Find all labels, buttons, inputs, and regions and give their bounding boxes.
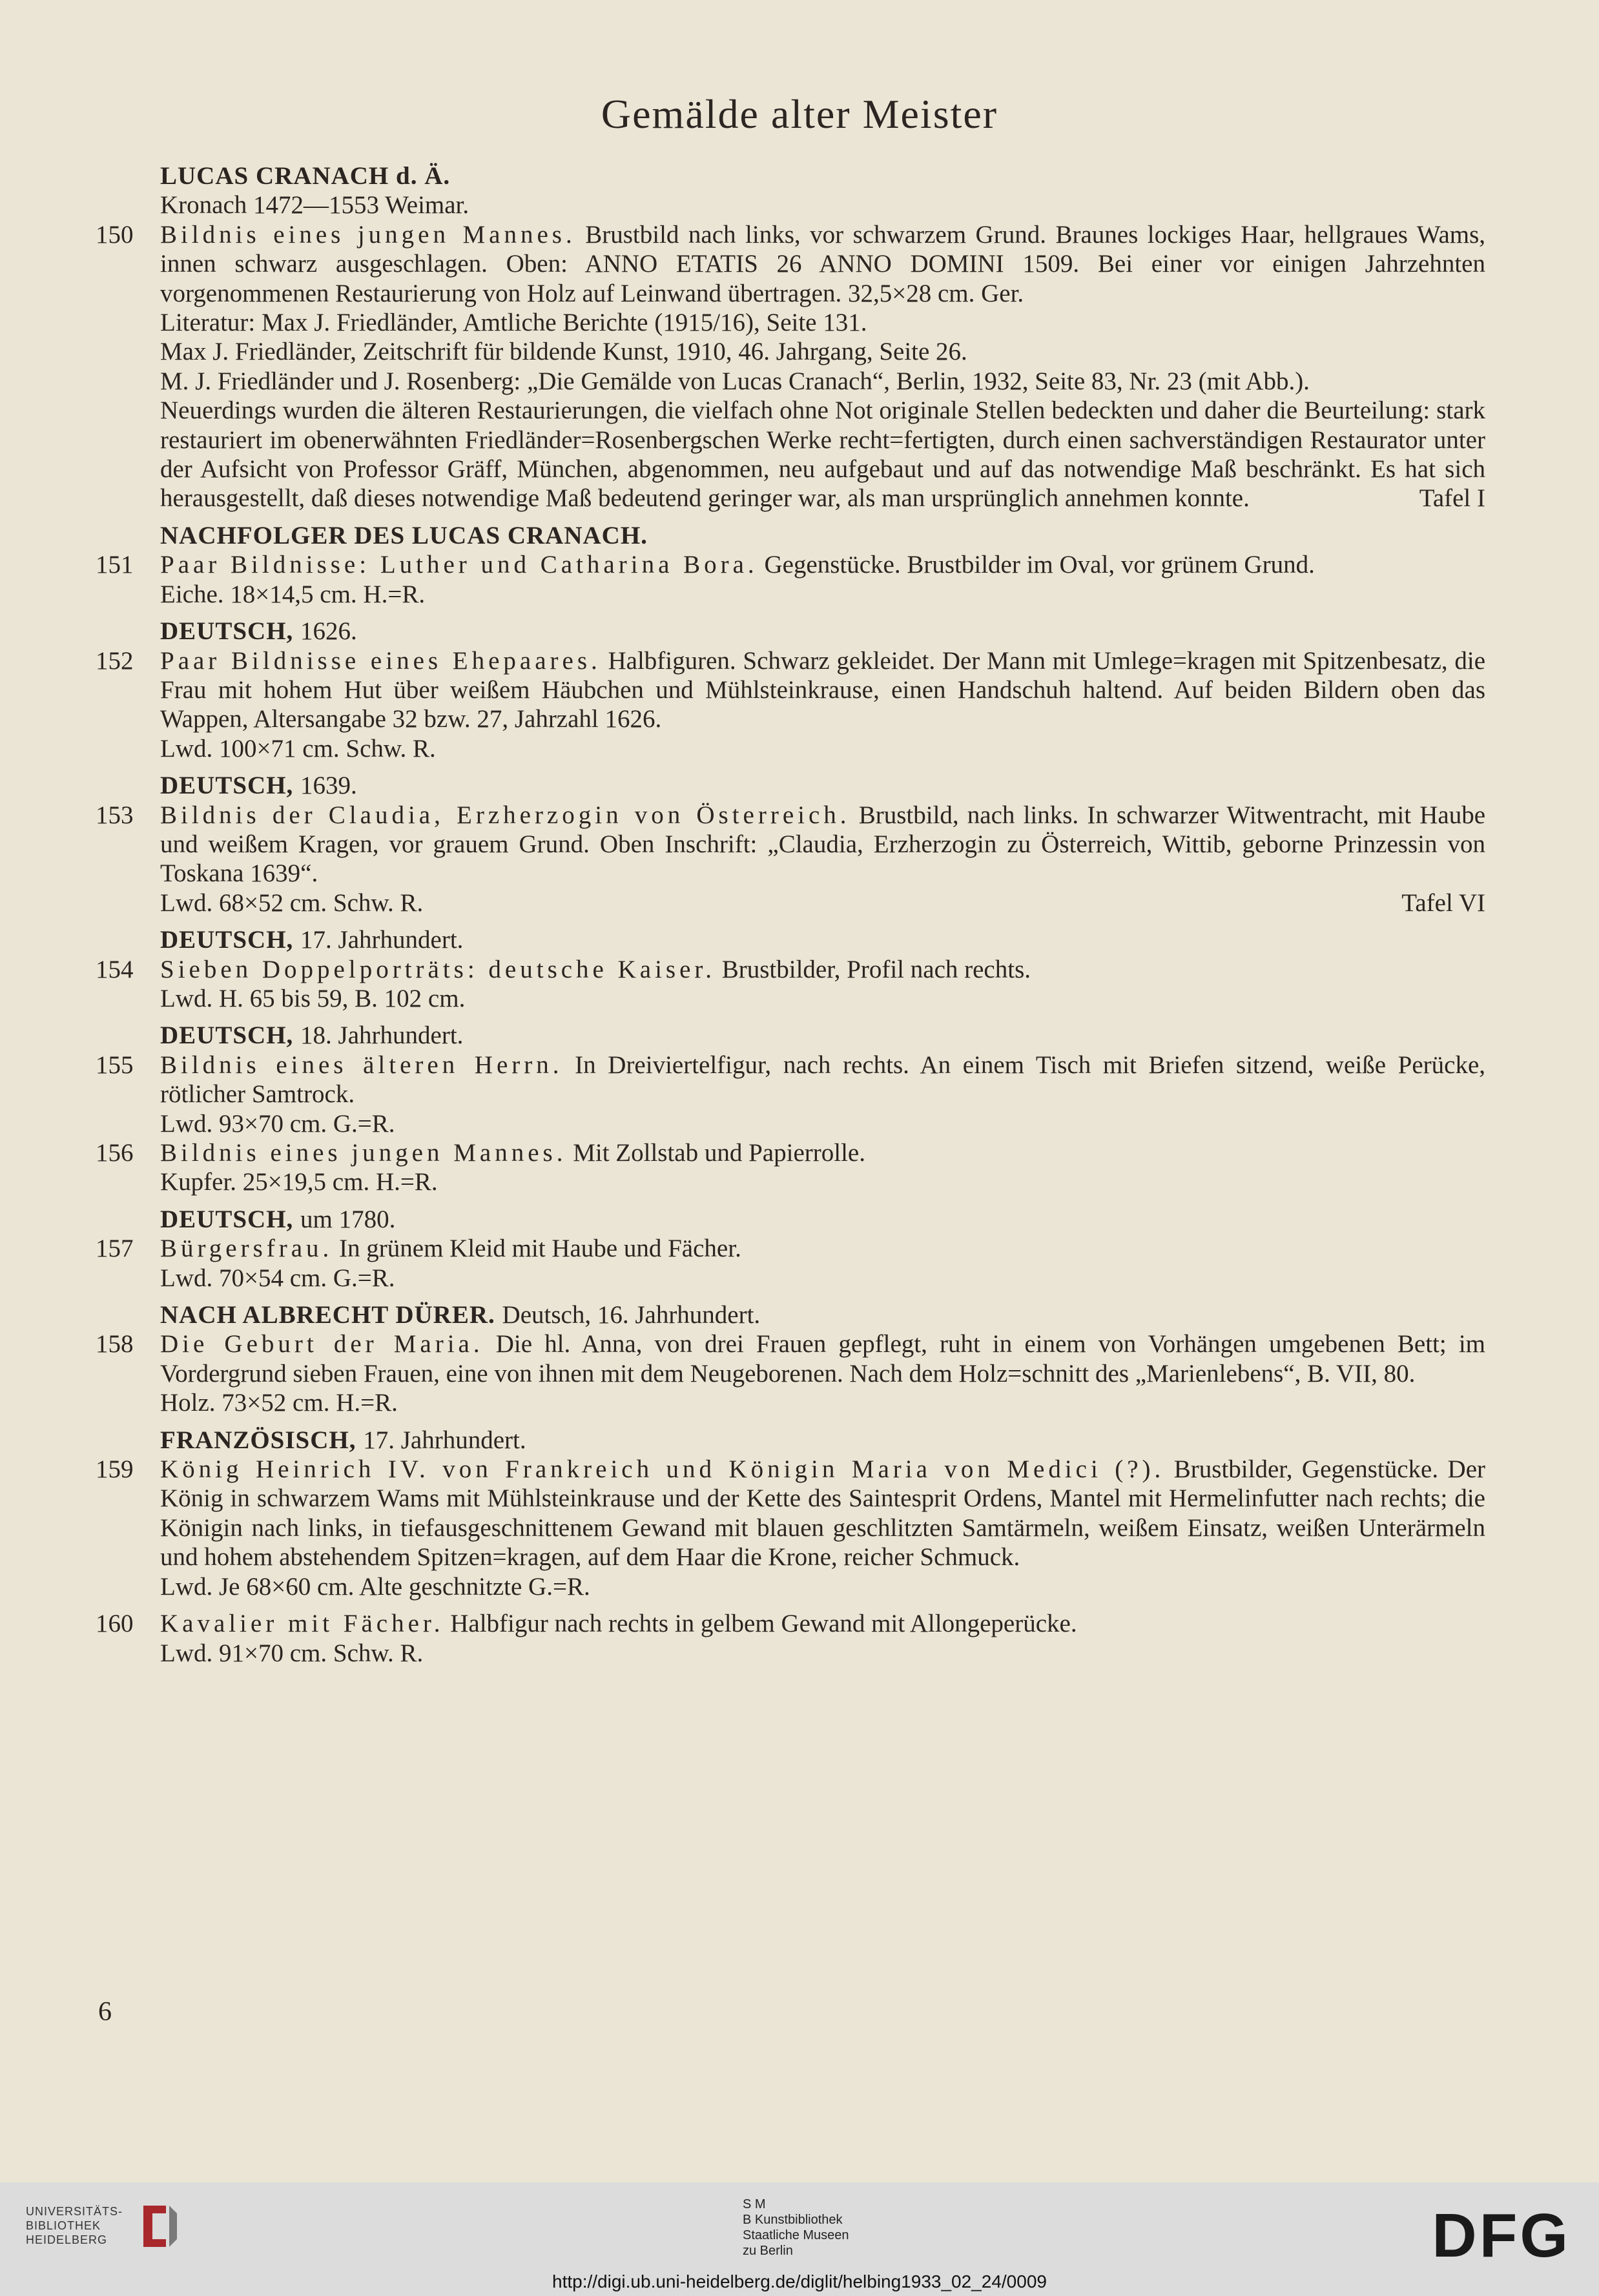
lot-description: In Dreiviertelfigur, nach rechts. An einem Tisch mit Briefen sitzend, weiße Perücke, rötlicher Samtrock. bbox=[160, 1051, 1486, 1109]
lot-meta: Holz. 73×52 cm. H.=R. bbox=[160, 1389, 398, 1417]
catalog-entry-155 bbox=[90, 1051, 1485, 1109]
lot-number: 151 bbox=[96, 551, 134, 579]
literature-line: M. J. Friedländer und J. Rosenberg: „Die Gemälde von Lucas Cranach“, Berlin, 1932, Seite 83, Nr. 23 (mit Abb.). bbox=[160, 367, 1310, 395]
note-text: Neuerdings wurden die älteren Restaurierungen, die vielfach ohne Not originale Stellen bedeckten und daher die Beurteilung: stark restauriert im obenerwähnten Friedländer=Rosenbergschen Werke recht=fertigten, durch einen sachverständigen Restaurator unter der Aufsicht von Professor Gräff, München, abgenommen, neu aufgebaut und auf das notwendige Maß beschränkt. Es hat sich herausgestellt, daß dieses notwendige Maß bedeutend geringer war, als man ursprünglich annehmen konnte. bbox=[160, 396, 1485, 513]
section-title: DEUTSCH, bbox=[160, 926, 294, 954]
lot-number: 157 bbox=[96, 1235, 134, 1263]
section-heading bbox=[160, 617, 1485, 646]
lot-title: Sieben Doppelporträts: deutsche Kaiser. bbox=[160, 955, 716, 983]
lot-number: 152 bbox=[96, 646, 134, 675]
smb-kunstbibliothek-label bbox=[743, 2197, 849, 2259]
lot-meta: Eiche. 18×14,5 cm. H.=R. bbox=[160, 580, 426, 608]
page-number: 6 bbox=[98, 1997, 112, 2027]
plate-ref: Tafel VI bbox=[1401, 888, 1485, 917]
section-heading bbox=[160, 1300, 1485, 1329]
catalog-entry-151 bbox=[90, 550, 1485, 579]
literature-line: Max J. Friedländer, Zeitschrift für bildende Kunst, 1910, 46. Jahrgang, Seite 26. bbox=[160, 338, 967, 366]
lot-meta: Lwd. Je 68×60 cm. Alte geschnitzte G.=R. bbox=[160, 1572, 590, 1601]
section-date: 1639. bbox=[300, 772, 357, 800]
lot-description: Die hl. Anna, von drei Frauen gepflegt, ruht in einem von Vorhängen umgebenen Bett; im Vordergrund sieben Frauen, eine von ihnen mit dem Neugeborenen. Nach dem Holz=schnitt des „Marienlebens“, B. VII, 80. bbox=[160, 1330, 1486, 1388]
section-title: FRANZÖSISCH, bbox=[160, 1426, 356, 1454]
section-heading bbox=[160, 161, 1485, 190]
lot-title: Die Geburt der Maria. bbox=[160, 1330, 484, 1358]
smb-line: zu Berlin bbox=[743, 2244, 793, 2258]
section-date: 17. Jahrhundert. bbox=[363, 1426, 526, 1454]
ub-heidelberg-logo-icon bbox=[137, 2200, 182, 2251]
section-title: DEUTSCH, bbox=[160, 1205, 294, 1233]
catalog-entry-152 bbox=[90, 646, 1485, 734]
ub-line: HEIDELBERG bbox=[26, 2233, 108, 2246]
source-url[interactable]: http://digi.ub.uni-heidelberg.de/diglit/helbing1933_02_24/0009 bbox=[552, 2271, 1047, 2291]
lot-meta: Lwd. H. 65 bis 59, B. 102 cm. bbox=[160, 984, 466, 1012]
lot-description: Gegenstücke. Brustbilder im Oval, vor grünem Grund. bbox=[764, 551, 1315, 579]
lot-description: Mit Zollstab und Papierrolle. bbox=[573, 1139, 865, 1167]
ub-heidelberg-label bbox=[26, 2204, 123, 2247]
section-title: NACH ALBRECHT DÜRER. bbox=[160, 1301, 495, 1329]
lot-meta: Lwd. 91×70 cm. Schw. R. bbox=[160, 1639, 424, 1667]
section-date: um 1780. bbox=[300, 1205, 396, 1233]
lot-meta: Lwd. 70×54 cm. G.=R. bbox=[160, 1264, 395, 1292]
lot-meta: Lwd. 68×52 cm. Schw. R. bbox=[160, 888, 424, 917]
smb-line: Staatliche Museen bbox=[743, 2228, 849, 2242]
section-heading bbox=[160, 925, 1485, 954]
lot-number: 153 bbox=[96, 801, 134, 829]
section-title: DEUTSCH, bbox=[160, 1021, 294, 1050]
plate-ref: Tafel I bbox=[1419, 484, 1485, 513]
digitization-footer bbox=[0, 2182, 1599, 2296]
lot-title: Bürgersfrau. bbox=[160, 1235, 333, 1263]
catalog-entry-157 bbox=[90, 1234, 1485, 1263]
lot-number: 158 bbox=[96, 1330, 134, 1358]
catalog-entry-160 bbox=[90, 1609, 1485, 1638]
lot-description: Brustbild, nach links. In schwarzer Witwentracht, mit Haube und weißem Kragen, vor grauem Grund. Oben Inschrift: „Claudia, Erzherzogin zu Österreich, Wittib, geborne Prinzessin von Toskana 1639“. bbox=[160, 801, 1486, 888]
ub-line: UNIVERSITÄTS- bbox=[26, 2205, 123, 2218]
smb-line: S M bbox=[743, 2197, 766, 2211]
lot-description: Halbfiguren. Schwarz gekleidet. Der Mann mit Umlege=kragen mit Spitzenbesatz, die Frau mit hohem Hut über weißem Häubchen und Mühlsteinkrause, einen Handschuh haltend. Auf beiden Bildern oben das Wappen, Altersangabe 32 bzw. 27, Jahrzahl 1626. bbox=[160, 646, 1486, 733]
catalog-entry-156 bbox=[90, 1138, 1485, 1167]
section-date: Deutsch, 16. Jahrhundert. bbox=[502, 1301, 761, 1329]
section-heading bbox=[160, 1426, 1485, 1455]
section-heading bbox=[160, 771, 1485, 800]
section-title: NACHFOLGER DES LUCAS CRANACH. bbox=[160, 521, 648, 549]
lot-description: Halbfigur nach rechts in gelbem Gewand mit Allongeperücke. bbox=[450, 1610, 1077, 1638]
catalog-entry-158 bbox=[90, 1329, 1485, 1388]
lot-title: Kavalier mit Fächer. bbox=[160, 1610, 444, 1638]
section-date: 18. Jahrhundert. bbox=[300, 1021, 464, 1050]
lot-title: Paar Bildnisse: Luther und Catharina Bora. bbox=[160, 551, 758, 579]
lot-title: Bildnis eines jungen Mannes. bbox=[160, 220, 576, 249]
lot-title: Bildnis eines jungen Mannes. bbox=[160, 1139, 567, 1167]
lot-title: Bildnis der Claudia, Erzherzogin von Österreich. bbox=[160, 801, 851, 829]
catalog-entry-150 bbox=[90, 220, 1485, 308]
ub-line: BIBLIOTHEK bbox=[26, 2219, 101, 2232]
lot-title: Paar Bildnisse eines Ehepaares. bbox=[160, 646, 601, 675]
lot-meta: Kupfer. 25×19,5 cm. H.=R. bbox=[160, 1168, 438, 1196]
section-heading bbox=[160, 521, 1485, 550]
lot-number: 160 bbox=[96, 1610, 134, 1638]
lot-meta-line bbox=[90, 888, 1485, 917]
lot-number: 150 bbox=[96, 220, 134, 249]
lot-description: Brustbild nach links, vor schwarzem Grund. Braunes lockiges Haar, hellgraues Wams, innen schwarz ausgeschlagen. Oben: ANNO ETATIS 26 ANNO DOMINI 1509. Bei einer vor einigen Jahrzehnten vorgenommenen Restaurierung von Holz auf Leinwand übertragen. bbox=[160, 220, 1486, 307]
section-date: 17. Jahrhundert. bbox=[300, 926, 464, 954]
lot-description: Brustbilder, Gegenstücke. Der König in schwarzem Wams mit Mühlsteinkrause und der Kette des Saintesprit Ordens, Mantel mit Hermelinfutter nach rechts; die Königin nach links, in tiefausgeschnittenem Gewand mit blauen geschlitzten Samtärmeln, weißem Einsatz, weißen Unterärmeln und hohem abstehendem Spitzen=kragen, auf dem Haar die Krone, reicher Schmuck. bbox=[160, 1455, 1485, 1572]
catalog-entry-159 bbox=[90, 1455, 1485, 1572]
dfg-logo: DFG bbox=[1432, 2201, 1571, 2270]
section-title: DEUTSCH, bbox=[160, 617, 294, 646]
restoration-note bbox=[90, 396, 1485, 513]
lot-number: 154 bbox=[96, 955, 134, 983]
lot-number: 156 bbox=[96, 1139, 134, 1167]
lot-meta: 32,5×28 cm. Ger. bbox=[847, 279, 1024, 307]
section-date: 1626. bbox=[300, 617, 357, 646]
page-title: Gemälde alter Meister bbox=[601, 91, 998, 137]
lot-title: König Heinrich IV. von Frankreich und Königin Maria von Medici (?). bbox=[160, 1455, 1165, 1484]
lot-meta: Lwd. 100×71 cm. Schw. R. bbox=[160, 734, 436, 763]
catalog-entry-153 bbox=[90, 801, 1485, 888]
catalog-entry-154 bbox=[90, 955, 1485, 984]
lot-description: In grünem Kleid mit Haube und Fächer. bbox=[339, 1235, 741, 1263]
section-heading bbox=[160, 1205, 1485, 1234]
lot-meta: Lwd. 93×70 cm. G.=R. bbox=[160, 1109, 395, 1138]
catalog-body bbox=[90, 161, 1485, 1668]
section-title: DEUTSCH, bbox=[160, 772, 294, 800]
section-title: LUCAS CRANACH d. Ä. bbox=[160, 162, 451, 190]
section-heading bbox=[160, 1021, 1485, 1050]
artist-dates: Kronach 1472—1553 Weimar. bbox=[160, 191, 469, 220]
lot-title: Bildnis eines älteren Herrn. bbox=[160, 1051, 563, 1079]
literature-line: Literatur: Max J. Friedländer, Amtliche Berichte (1915/16), Seite 131. bbox=[160, 309, 867, 337]
smb-line: B Kunstbibliothek bbox=[743, 2213, 843, 2227]
lot-number: 155 bbox=[96, 1051, 134, 1079]
lot-description: Brustbilder, Profil nach rechts. bbox=[721, 955, 1031, 983]
lot-number: 159 bbox=[96, 1455, 134, 1484]
